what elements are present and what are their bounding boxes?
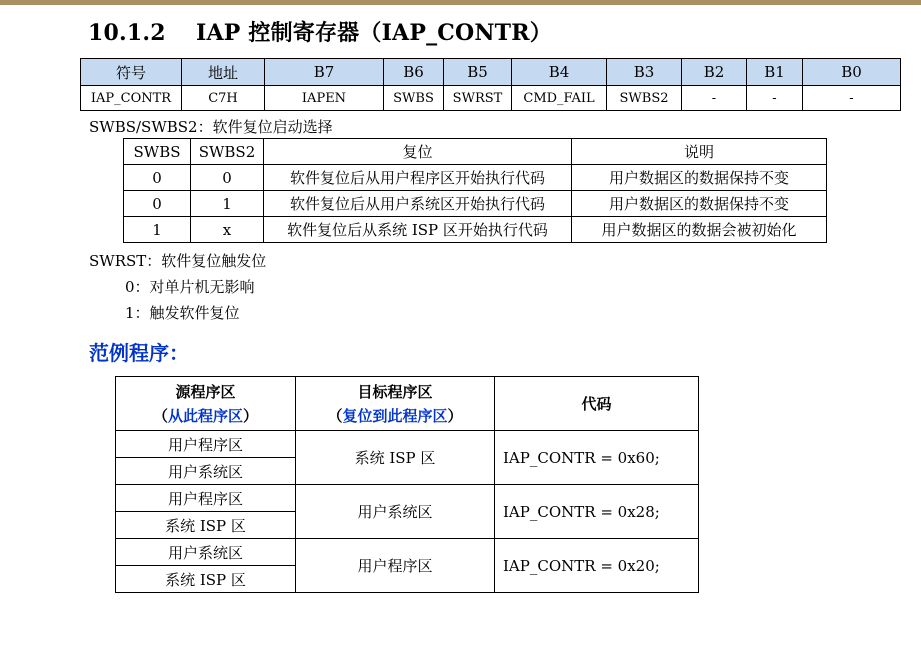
section-number: 10.1.2 [88, 20, 166, 46]
source-area-label: 源程序区 [175, 382, 236, 401]
register-header-cell: B0 [803, 59, 901, 86]
register-cell: IAPEN [265, 86, 384, 111]
example-header-row [116, 377, 699, 431]
register-cell: CMD_FAIL [512, 86, 607, 111]
target-area-cell: 系统 ISP 区 [296, 431, 495, 485]
code-cell: IAP_CONTR = 0x20; [495, 539, 699, 593]
swbs-description: SWBS/SWBS2：软件复位启动选择 [89, 118, 333, 136]
register-cell: SWBS [384, 86, 444, 111]
swbs-table [123, 138, 827, 243]
register-cell: IAP_CONTR [81, 86, 182, 111]
register-header-cell: 符号 [81, 59, 182, 86]
code-cell: IAP_CONTR = 0x60; [495, 431, 699, 485]
register-cell: SWBS2 [607, 86, 682, 111]
swrst-description: SWRST：软件复位触发位 [89, 252, 267, 270]
source-area-sub [116, 404, 295, 428]
target-area-sublabel: 复位到此程序区 [342, 406, 448, 425]
register-table [80, 58, 901, 111]
swbs-cell: 用户数据区的数据会被初始化 [572, 217, 827, 243]
register-value-row [81, 86, 901, 111]
source-area-cell: 用户程序区 [116, 485, 296, 512]
register-header-cell: B6 [384, 59, 444, 86]
source-area-cell: 用户系统区 [116, 458, 296, 485]
target-area-cell: 用户程序区 [296, 539, 495, 593]
paren-close: ） [243, 406, 259, 425]
source-area-cell: 系统 ISP 区 [116, 512, 296, 539]
swbs-cell: 软件复位后从用户程序区开始执行代码 [264, 165, 572, 191]
register-cell: SWRST [444, 86, 512, 111]
register-header-cell: B2 [682, 59, 747, 86]
swbs-header-cell: SWBS [124, 139, 191, 165]
source-area-cell: 用户程序区 [116, 431, 296, 458]
source-area-header [116, 377, 296, 431]
source-area-cell: 用户系统区 [116, 539, 296, 566]
swbs-header-cell: 复位 [264, 139, 572, 165]
source-area-sublabel: 从此程序区 [167, 406, 243, 425]
register-header-cell: B1 [747, 59, 803, 86]
register-cell: - [747, 86, 803, 111]
table-row [124, 191, 827, 217]
swbs-header-cell: SWBS2 [191, 139, 264, 165]
table-row [116, 539, 699, 566]
swbs-header-row [124, 139, 827, 165]
code-header: 代码 [495, 377, 699, 431]
swbs-cell: 用户数据区的数据保持不变 [572, 165, 827, 191]
swbs-cell: 软件复位后从系统 ISP 区开始执行代码 [264, 217, 572, 243]
example-title: 范例程序： [89, 341, 189, 365]
register-header-cell: 地址 [182, 59, 265, 86]
swrst-option-1: 1：触发软件复位 [125, 304, 240, 322]
swbs-cell: 0 [191, 165, 264, 191]
register-header-cell: B3 [607, 59, 682, 86]
register-header-cell: B5 [444, 59, 512, 86]
target-area-label: 目标程序区 [357, 382, 433, 401]
swbs-cell: 1 [191, 191, 264, 217]
swbs-cell: 1 [124, 217, 191, 243]
paren-open: （ [327, 406, 343, 425]
swrst-option-0: 0：对单片机无影响 [125, 278, 255, 296]
table-row [124, 217, 827, 243]
paren-close: ） [447, 406, 463, 425]
swbs-cell: 用户数据区的数据保持不变 [572, 191, 827, 217]
target-area-sub [296, 404, 494, 428]
code-cell: IAP_CONTR = 0x28; [495, 485, 699, 539]
swbs-cell: 0 [124, 165, 191, 191]
register-cell: - [803, 86, 901, 111]
example-table [115, 376, 699, 593]
table-row [116, 485, 699, 512]
register-header-cell: B7 [265, 59, 384, 86]
swbs-header-cell: 说明 [572, 139, 827, 165]
paren-open: （ [152, 406, 168, 425]
swbs-cell: 软件复位后从用户系统区开始执行代码 [264, 191, 572, 217]
section-title: IAP 控制寄存器（IAP_CONTR） [196, 20, 552, 46]
top-divider [0, 0, 921, 5]
source-area-cell: 系统 ISP 区 [116, 566, 296, 593]
register-header-cell: B4 [512, 59, 607, 86]
table-row [116, 431, 699, 458]
register-cell: C7H [182, 86, 265, 111]
section-heading [88, 16, 552, 47]
target-area-cell: 用户系统区 [296, 485, 495, 539]
register-header-row [81, 59, 901, 86]
swbs-cell: 0 [124, 191, 191, 217]
table-row [124, 165, 827, 191]
register-cell: - [682, 86, 747, 111]
target-area-header [296, 377, 495, 431]
swbs-cell: x [191, 217, 264, 243]
